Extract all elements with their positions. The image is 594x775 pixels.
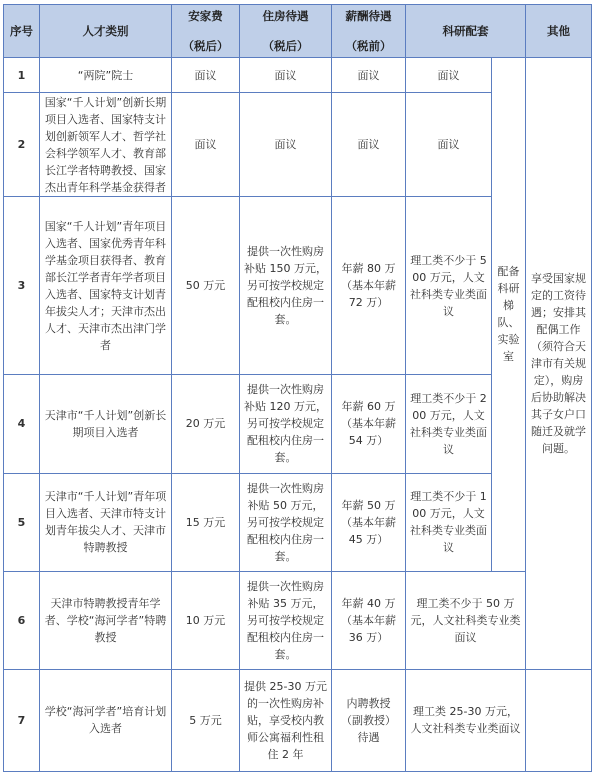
row-settle: 50 万元 bbox=[172, 197, 240, 375]
header-category: 人才类别 bbox=[40, 5, 172, 58]
row-research: 理工类不少于 500 万元，人文社科类专业类面议 bbox=[406, 197, 492, 375]
header-index: 序号 bbox=[4, 5, 40, 58]
talent-policy-table bbox=[3, 4, 592, 772]
row-housing: 面议 bbox=[240, 58, 332, 93]
header-salary-label: 薪酬待遇 bbox=[345, 9, 392, 23]
header-salary bbox=[332, 5, 406, 58]
row-research: 理工类不少于 100 万元，人文社科类专业类面议 bbox=[406, 473, 492, 571]
header-settle-note: （税后） bbox=[182, 39, 229, 53]
table-row bbox=[4, 58, 592, 93]
header-settle bbox=[172, 5, 240, 58]
row-settle: 10 万元 bbox=[172, 571, 240, 669]
row-settle: 面议 bbox=[172, 58, 240, 93]
header-settle-label: 安家费 bbox=[188, 9, 223, 23]
row-index: 6 bbox=[4, 571, 40, 669]
row-research: 面议 bbox=[406, 58, 492, 93]
row-index: 1 bbox=[4, 58, 40, 93]
row-category: “两院”院士 bbox=[40, 58, 172, 93]
other-empty-cell bbox=[526, 669, 592, 771]
row-salary: 内聘教授（副教授）待遇 bbox=[332, 669, 406, 771]
row-salary: 年薪 80 万（基本年薪 72 万） bbox=[332, 197, 406, 375]
row-research: 理工类 25-30 万元，人文社科类专业类面议 bbox=[406, 669, 526, 771]
row-housing: 提供一次性购房补贴 50 万元，另可按学校规定配租校内住房一套。 bbox=[240, 473, 332, 571]
row-category: 天津市特聘教授青年学者、学校“海河学者”特聘教授 bbox=[40, 571, 172, 669]
row-category: 学校“海河学者”培育计划入选者 bbox=[40, 669, 172, 771]
row-index: 4 bbox=[4, 375, 40, 473]
row-index: 7 bbox=[4, 669, 40, 771]
table-row bbox=[4, 669, 592, 771]
header-housing-label: 住房待遇 bbox=[262, 9, 309, 23]
header-other: 其他 bbox=[526, 5, 592, 58]
row-category: 国家“千人计划”青年项目入选者、国家优秀青年科学基金项目获得者、教育部长江学者青年学者项目入选者、国家特支计划青年拔尖人才；天津市杰出人才、天津市杰出津门学者 bbox=[40, 197, 172, 375]
row-settle: 面议 bbox=[172, 93, 240, 197]
row-index: 5 bbox=[4, 473, 40, 571]
row-salary: 年薪 40 万（基本年薪 36 万） bbox=[332, 571, 406, 669]
row-salary: 面议 bbox=[332, 93, 406, 197]
row-index: 2 bbox=[4, 93, 40, 197]
lab-support-cell: 配备科研梯队、实验室 bbox=[492, 58, 526, 572]
row-housing: 面议 bbox=[240, 93, 332, 197]
other-benefits-cell: 享受国家规定的工资待遇；安排其配偶工作（须符合天津市有关规定），购房后协助解决其子女户口随迁及就学问题。 bbox=[526, 58, 592, 670]
row-salary: 年薪 60 万（基本年薪 54 万） bbox=[332, 375, 406, 473]
row-salary: 面议 bbox=[332, 58, 406, 93]
header-housing bbox=[240, 5, 332, 58]
row-research: 理工类不少于 50 万元，人文社科类专业类面议 bbox=[406, 571, 526, 669]
row-settle: 20 万元 bbox=[172, 375, 240, 473]
row-index: 3 bbox=[4, 197, 40, 375]
header-row bbox=[4, 5, 592, 58]
row-settle: 5 万元 bbox=[172, 669, 240, 771]
row-settle: 15 万元 bbox=[172, 473, 240, 571]
row-housing: 提供一次性购房补贴 35 万元，另可按学校规定配租校内住房一套。 bbox=[240, 571, 332, 669]
header-research: 科研配套 bbox=[406, 5, 526, 58]
header-salary-note: （税前） bbox=[345, 39, 392, 53]
row-research: 面议 bbox=[406, 93, 492, 197]
row-category: 天津市“千人计划”青年项目入选者、天津市特支计划青年拔尖人才、天津市特聘教授 bbox=[40, 473, 172, 571]
header-housing-note: （税后） bbox=[262, 39, 309, 53]
row-housing: 提供一次性购房补贴 120 万元，另可按学校规定配租校内住房一套。 bbox=[240, 375, 332, 473]
row-housing: 提供一次性购房补贴 150 万元，另可按学校规定配租校内住房一套。 bbox=[240, 197, 332, 375]
table-row bbox=[4, 571, 592, 669]
row-housing: 提供 25-30 万元的一次性购房补贴，享受校内教师公寓福利性租住 2 年 bbox=[240, 669, 332, 771]
row-salary: 年薪 50 万（基本年薪 45 万） bbox=[332, 473, 406, 571]
row-category: 天津市“千人计划”创新长期项目入选者 bbox=[40, 375, 172, 473]
row-research: 理工类不少于 200 万元，人文社科类专业类面议 bbox=[406, 375, 492, 473]
row-category: 国家“千人计划”创新长期项目入选者、国家特支计划创新领军人才、哲学社会科学领军人才、教育部长江学者特聘教授、国家杰出青年科学基金获得者 bbox=[40, 93, 172, 197]
